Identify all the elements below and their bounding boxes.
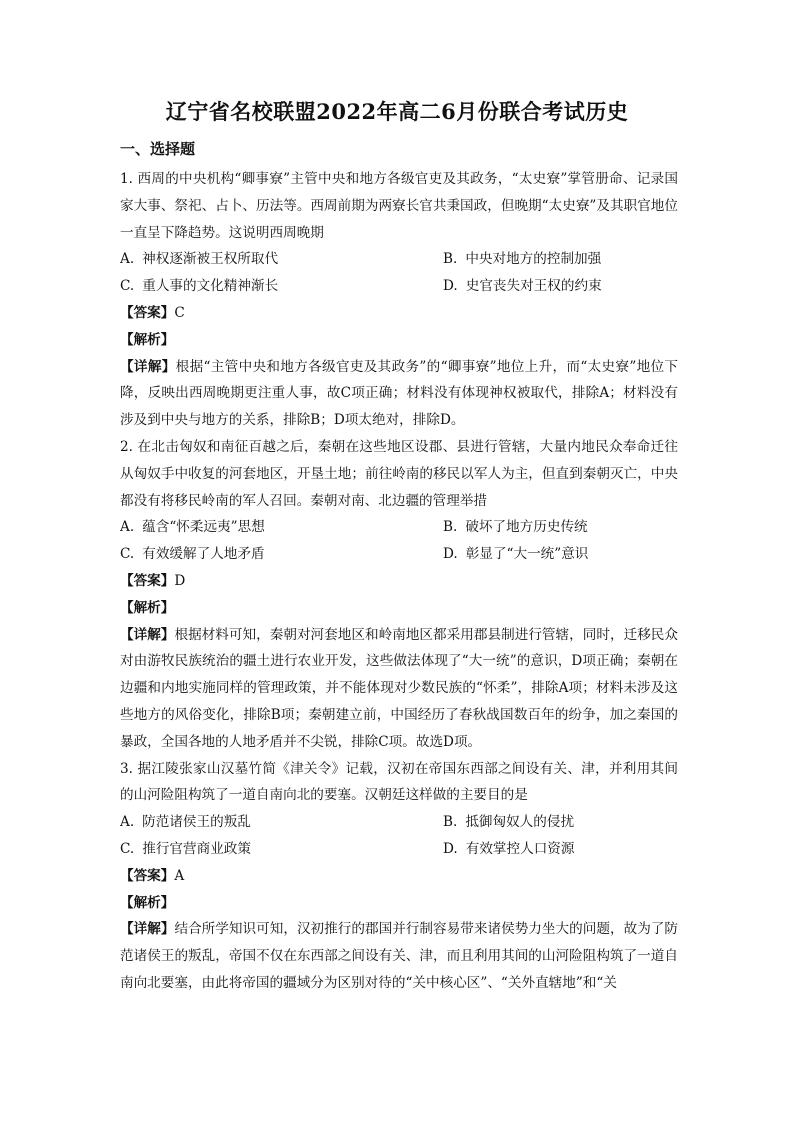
- question-1: [120, 166, 678, 434]
- detail-text: 根据“主管中央和地方各级官吏及其政务”的“卿事寮”地位上升，而“太史寮”地位下降，反映出西周晚期更注重人事，故C项正确；材料没有体现神权被取代，排除A；材料没有涉及到中央与地方的关系，排除B；D项太绝对，排除D。: [120, 358, 679, 429]
- question-2: [120, 434, 678, 756]
- answer-line: [120, 863, 678, 890]
- option-d: D. 彰显了“大一统”意识: [443, 546, 589, 563]
- detail-paragraph: [120, 354, 678, 434]
- option-list: [120, 514, 678, 568]
- question-stem: 1. 西周的中央机构“卿事寮”主管中央和地方各级官吏及其政务，“太史寮”掌管册命、记录国家大事、祭祀、占卜、历法等。西周前期为两寮长官共秉国政，但晚期“太史寮”及其职官地位一直呈下降趋势。这说明西周晚期: [120, 171, 678, 241]
- question-stem: 2. 在北击匈奴和南征百越之后，秦朝在这些地区设郡、县进行管辖，大量内地民众奉命迁往从匈奴手中收复的河套地区，开垦土地；前往岭南的移民以军人为主，但直到秦朝灭亡，中央都没有将移民岭南的军人召回。秦朝对南、北边疆的管理举措: [120, 438, 678, 509]
- answer-line: [120, 300, 678, 327]
- analysis-line: [120, 890, 678, 917]
- answer-value: D: [174, 572, 186, 589]
- detail-tag: 【详解】: [120, 626, 175, 643]
- analysis-tag: 【解析】: [120, 599, 175, 616]
- option-a: A. 神权逐渐被王权所取代: [120, 251, 279, 268]
- question-list: [120, 166, 678, 997]
- answer-value: C: [174, 304, 185, 321]
- option-c: C. 重人事的文化精神渐长: [120, 278, 279, 295]
- analysis-line: [120, 327, 678, 354]
- detail-text: 结合所学知识可知，汉初推行的郡国并行制容易带来诸侯势力坐大的问题，故为了防范诸侯王的叛乱，帝国不仅在东西部之间设有关、津，而且利用其间的山河险阻构筑了一道自南向北要塞，由此将帝国的疆域分为区别对待的“关中核心区”、“关外直辖地”和“关: [120, 921, 679, 991]
- option-c: C. 有效缓解了人地矛盾: [120, 546, 265, 563]
- question-stem: 3. 据江陵张家山汉墓竹简《津关令》记载，汉初在帝国东西部之间设有关、津，并利用其间的山河险阻构筑了一道自南向北的要塞。汉朝廷这样做的主要目的是: [120, 760, 678, 804]
- page-title: 辽宁省名校联盟2022年高二6月份联合考试历史: [165, 99, 629, 124]
- option-d: D. 有效掌控人口资源: [443, 840, 575, 857]
- analysis-tag: 【解析】: [120, 894, 175, 911]
- option-a: A. 蕴含“怀柔远夷”思想: [120, 519, 265, 536]
- analysis-line: [120, 595, 678, 622]
- option-list: [120, 246, 678, 300]
- analysis-tag: 【解析】: [120, 331, 175, 348]
- detail-tag: 【详解】: [120, 921, 175, 938]
- answer-line: [120, 568, 678, 595]
- option-c: C. 推行官营商业政策: [120, 840, 251, 857]
- section-heading: 一、选择题: [120, 140, 196, 158]
- option-b: B. 破坏了地方历史传统: [443, 519, 588, 536]
- option-d: D. 史官丧失对王权的约束: [443, 278, 602, 295]
- answer-tag: 【答案】: [120, 304, 175, 321]
- option-a: A. 防范诸侯王的叛乱: [120, 814, 251, 831]
- answer-tag: 【答案】: [120, 867, 175, 884]
- detail-paragraph: [120, 916, 678, 996]
- answer-tag: 【答案】: [120, 572, 175, 589]
- option-list: [120, 809, 678, 863]
- answer-value: A: [174, 867, 185, 884]
- detail-tag: 【详解】: [120, 358, 176, 375]
- option-b: B. 中央对地方的控制加强: [443, 251, 602, 268]
- detail-paragraph: [120, 622, 678, 756]
- option-b: B. 抵御匈奴人的侵扰: [443, 814, 575, 831]
- detail-text: 根据材料可知，秦朝对河套地区和岭南地区都采用郡县制进行管辖，同时，迁移民众对由游牧民族统治的疆土进行农业开发，这些做法体现了“大一统”的意识，D项正确；秦朝在边疆和内地实施同样的管理政策，并不能体现对少数民族的“怀柔”，排除A项；材料未涉及这些地方的风俗变化，排除B项；秦朝建立前，中国经历了春秋战国数百年的纷争，加之秦国的暴政，全国各地的人地矛盾并不尖锐，排除C项。故选D项。: [120, 626, 679, 750]
- question-3: [120, 756, 678, 997]
